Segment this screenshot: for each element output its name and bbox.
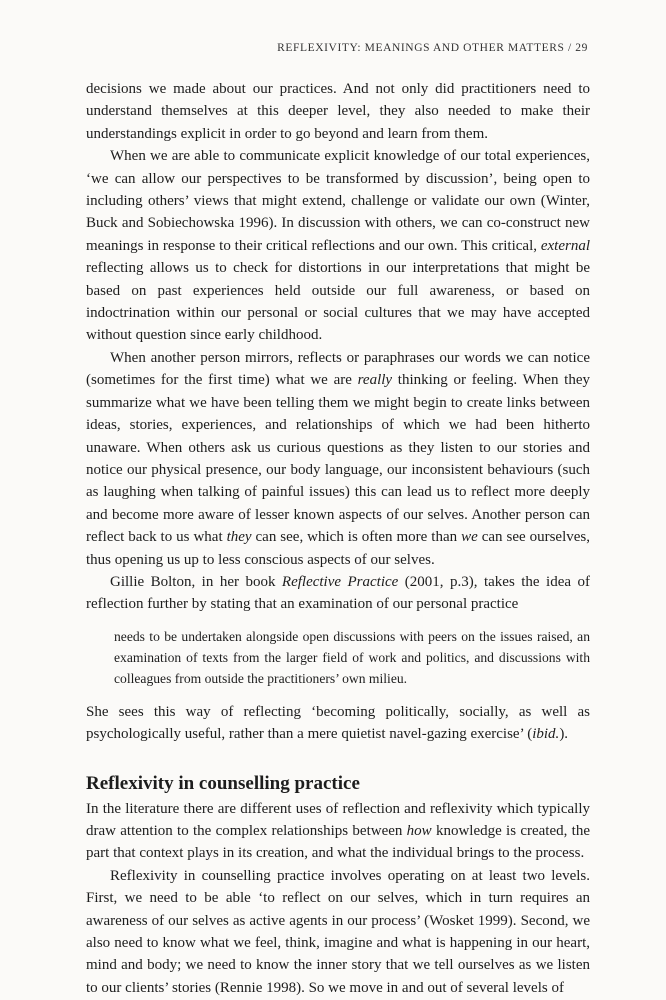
- book-title: Reflective Practice: [281, 573, 399, 590]
- paragraph-2: [86, 145, 590, 347]
- paragraph-6: [86, 798, 590, 865]
- paragraph-3-text-c: can see, which is often more than: [251, 529, 462, 546]
- paragraph-2-text-b: reflecting allows us to check for distortions in our interpretations that might be based on past experiences held outside our full awareness, or based on indoctrination within our personal or social cultures that we may have accepted without question since early childhood.: [86, 260, 590, 344]
- emphasis-ibid: ibid.: [532, 726, 560, 743]
- paragraph-6-text-a: In the literature there are different uses of reflection and reflexivity which typically draw attention to the complex relationships between: [86, 800, 590, 839]
- body-text: [86, 78, 590, 999]
- paragraph-5-text-b: ).: [559, 726, 569, 743]
- emphasis-they: they: [226, 529, 252, 546]
- paragraph-2-text-a: When we are able to communicate explicit knowledge of our total experiences, ‘we can allow our perspectives to be transformed by discussion’, being open to including others’ views that might extend, challenge or validate our own (Winter, Buck and Sobiechowska 1996). In discussion with others, we can co-construct new meanings in response to their critical reflections and our own. This critical,: [86, 148, 590, 254]
- emphasis-external: external: [540, 237, 590, 254]
- emphasis-we: we: [461, 529, 478, 546]
- block-quote: needs to be undertaken alongside open discussions with peers on the issues raised, an examination of texts from the larger field of work and politics, and discussions with colleagues from outside the practitioners’ own milieu.: [114, 628, 590, 686]
- paragraph-1: decisions we made about our practices. And not only did practitioners need to understand themselves at this deeper level, they also needed to make their understandings explicit in order to go beyond and learn from them.: [86, 81, 590, 142]
- running-head: REFLEXIVITY: MEANINGS AND OTHER MATTERS / 29: [277, 42, 588, 54]
- paragraph-5-text-a: She sees this way of reflecting ‘becoming politically, socially, as well as psychologically useful, rather than a mere quietist navel-gazing exercise’ (: [86, 703, 590, 743]
- paragraph-4-text-b: (2001, p.3), takes the idea of reflection further by stating that an examination of our personal practice: [86, 573, 590, 613]
- emphasis-really: really: [357, 372, 393, 389]
- paragraph-6-text-b: knowledge is created, the part that context plays in its creation, and what the individual brings to the process.: [86, 822, 590, 862]
- emphasis-how: how: [406, 822, 432, 839]
- paragraph-3-text-b: thinking or feeling. When they summarize what we have been telling them we might begin to create links between ideas, stories, experiences, and relationships of which we had been hitherto unaware. When others ask us curious questions as they listen to our stories and notice our physical presence, our body language, our inconsistent behaviours (such as laughing when talking of painful issues) this can lead us to reflect more deeply and become more aware of lesser known aspects of our selves. Another person can reflect back to us what: [86, 372, 590, 546]
- paragraph-4: [86, 571, 590, 616]
- paragraph-3: [86, 347, 590, 571]
- paragraph-4-text-a: Gillie Bolton, in her book: [110, 573, 282, 590]
- paragraph-3-text-a: When another person mirrors, reflects or paraphrases our words we can notice (sometimes for the first time) what we are: [86, 349, 590, 389]
- section-heading: Reflexivity in counselling practice: [86, 772, 360, 794]
- paragraph-3-text-d: can see ourselves, thus opening us up to less conscious aspects of our selves.: [86, 529, 590, 568]
- paragraph-5: [86, 701, 590, 746]
- paragraph-7: Reflexivity in counselling practice involves operating on at least two levels. First, we need to be able ‘to reflect on our selves, which in turn requires an awareness of our selves as active agents in our process’ (Wosket 1999). Second, we also need to know what we feel, think, imagine and what is happening in our heart, mind and body; we need to know the inner story that we tell ourselves as we listen to our clients’ stories (Rennie 1998). So we move in and out of several levels of: [86, 867, 590, 996]
